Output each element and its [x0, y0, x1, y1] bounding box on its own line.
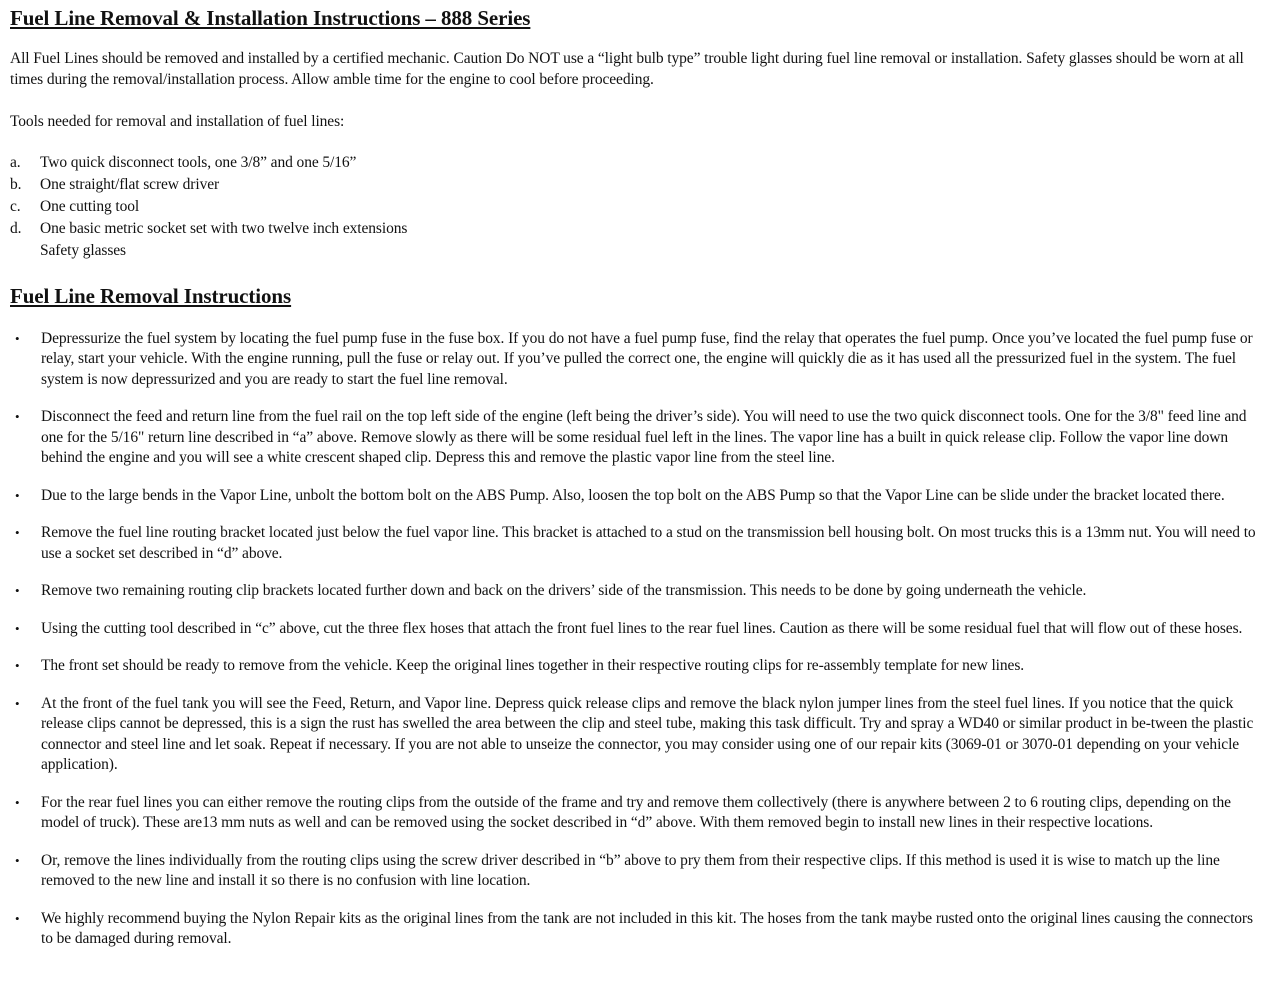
list-item	[10, 329, 1268, 391]
list-item-text: One basic metric socket set with two twelve inch extensions	[40, 219, 408, 237]
list-item-letter: c.	[10, 197, 21, 215]
step-text: At the front of the fuel tank you will see the Feed, Return, and Vapor line. Depress quick release clips and remove the black nylon jumper lines from the steel fuel lines. If you notice that the quick release clips cannot be depressed, this is a sign the rust has swelled the area between the clip and steel tube, making this task difficult. Try and spray a WD40 or similar product in be-tween the plastic connector and steel line and let soak. Repeat if necessary. If you are not able to unseize the connector, you may consider using one of our repair kits (3069-01 or 3070-01 depending on your vehicle application).	[41, 694, 1254, 773]
document-title: Fuel Line Removal & Installation Instructions – 888 Series	[10, 6, 531, 30]
list-item-letter: b.	[10, 175, 22, 193]
list-item	[10, 174, 1268, 196]
step-text: We highly recommend buying the Nylon Repair kits as the original lines from the tank are not included in this kit. The hoses from the tank maybe rusted onto the original lines causing the connectors to be damaged during removal.	[41, 909, 1253, 947]
section-heading: Fuel Line Removal Instructions	[10, 283, 292, 308]
step-text: The front set should be ready to remove from the vehicle. Keep the original lines together in their respective routing clips for re-assembly template for new lines.	[41, 657, 1025, 674]
step-text: Or, remove the lines individually from the routing clips using the screw driver described in “b” above to pry them from their respective clips. If this method is used it is wise to match up the line removed to the new line and install it so there is no confusion with line location.	[41, 851, 1220, 889]
list-item-text: Two quick disconnect tools, one 3/8” and one 5/16”	[40, 153, 357, 171]
list-item-letter: d.	[10, 219, 22, 237]
list-item-text: One straight/flat screw driver	[40, 175, 220, 193]
intro-paragraph: All Fuel Lines should be removed and installed by a certified mechanic. Caution Do NOT use a “light bulb type” trouble light during fuel line removal or installation. Safety glasses should be worn at all times during the removal/installation process. Allow amble time for the engine to cool before proceeding.	[10, 50, 1244, 88]
list-item	[10, 240, 1268, 262]
step-text: Remove two remaining routing clip brackets located further down and back on the drivers’ side of the transmission. This needs to be done by going underneath the vehicle.	[41, 582, 1087, 599]
list-item-letter: a.	[10, 153, 21, 171]
list-item-text: Safety glasses	[40, 241, 126, 259]
list-item	[10, 407, 1268, 469]
bullet-icon: •	[15, 487, 20, 503]
bullet-icon: •	[15, 409, 20, 424]
instruction-steps	[10, 329, 1268, 950]
list-item	[10, 793, 1268, 834]
step-text: Disconnect the feed and return line from the fuel rail on the top left side of the engine (left being the driver’s side). You will need to use the two quick disconnect tools. One for the 3/8" feed line and one for the 5/16" return line described in “a” above. Remove slowly as there will be some residual fuel left in the lines. The vapor line has a built in quick release clip. Follow the vapor line down behind the engine and you will see a white crescent shaped clip. Depress this and remove the plastic vapor line from the steel line.	[41, 408, 1247, 466]
step-text: Due to the large bends in the Vapor Line, unbolt the bottom bolt on the ABS Pump. Also, loosen the top bolt on the ABS Pump so that the Vapor Line can be slide under the bracket located there.	[41, 486, 1225, 504]
bullet-icon: •	[15, 910, 20, 926]
list-item	[10, 581, 1268, 602]
list-item-letter	[10, 240, 40, 262]
list-item	[10, 218, 1268, 240]
tools-list	[10, 152, 1268, 262]
step-text: Remove the fuel line routing bracket located just below the fuel vapor line. This bracket is attached to a stud on the transmission bell housing bolt. On most trucks this is a 13mm nut. You will need to use a socket set described in “d” above.	[41, 524, 1256, 562]
list-item	[10, 523, 1268, 564]
list-item	[10, 909, 1268, 950]
step-text: Depressurize the fuel system by locating the fuel pump fuse in the fuse box. If you do not have a fuel pump fuse, find the relay that operates the fuel pump. Once you’ve located the fuel pump fuse or relay, start your vehicle. With the engine running, pull the fuse or relay out. If you’ve pulled the correct one, the engine will quickly die as it has used all the pressurized fuel in the system. The fuel system is now depressurized and you are ready to start the fuel line removal.	[41, 329, 1253, 388]
bullet-icon: •	[15, 583, 20, 598]
step-text: Using the cutting tool described in “c” above, cut the three flex hoses that attach the front fuel lines to the rear fuel lines. Caution as there will be some residual fuel that will flow out of these hoses.	[41, 619, 1243, 637]
tools-heading: Tools needed for removal and installation of fuel lines:	[10, 113, 345, 130]
list-item	[10, 486, 1268, 507]
bullet-icon: •	[15, 620, 20, 636]
bullet-icon: •	[15, 794, 20, 810]
bullet-icon: •	[15, 695, 20, 711]
list-item	[10, 619, 1268, 640]
bullet-icon: •	[15, 852, 20, 868]
step-text: For the rear fuel lines you can either remove the routing clips from the outside of the frame and try and remove them collectively (there is anywhere between 2 to 6 routing clips, depending on the model of truck). These are13 mm nuts as well and can be removed using the socket described in “d” above. With them removed begin to install new lines in their respective locations.	[41, 793, 1231, 831]
list-item	[10, 196, 1268, 218]
list-item	[10, 851, 1268, 892]
list-item	[10, 694, 1268, 776]
bullet-icon: •	[15, 330, 20, 346]
list-item	[10, 152, 1268, 174]
bullet-icon: •	[15, 525, 20, 540]
list-item-text: One cutting tool	[40, 197, 140, 215]
list-item	[10, 656, 1268, 677]
bullet-icon: •	[15, 658, 20, 673]
